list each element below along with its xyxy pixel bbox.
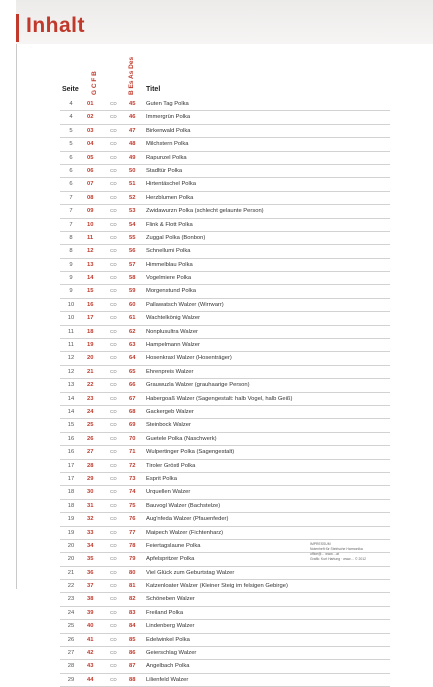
table-row (60, 98, 390, 111)
row-title: Lindenberg Walzer (146, 623, 195, 630)
row-title: Katzenloater Walzer (Kleiner Steig im felsigen Gebirge) (146, 583, 288, 590)
row-title: Hosenkraxl Walzer (Hosenträger) (146, 355, 232, 362)
table-row (60, 165, 390, 178)
row-title: Bauvogl Walzer (Bachstelze) (146, 502, 221, 509)
row-seite: 8 (69, 234, 73, 241)
row-bes-number: 76 (129, 516, 136, 523)
row-cd-marker: CD (110, 261, 117, 267)
row-bes-number: 63 (129, 342, 136, 349)
row-cd-marker: CD (110, 382, 117, 388)
row-bes-number: 55 (129, 234, 136, 241)
row-gcf-number: 21 (87, 368, 94, 375)
row-title: Milchstern Polka (146, 141, 189, 148)
row-title: Gackergeb Walzer (146, 408, 194, 415)
row-title: Pallawatsch Walzer (Wirrwarr) (146, 301, 224, 308)
row-seite: 22 (67, 583, 75, 590)
row-gcf-number: 02 (87, 114, 94, 121)
table-row (60, 647, 390, 660)
row-cd-marker: CD (110, 596, 117, 602)
row-gcf-number: 08 (87, 194, 94, 201)
row-bes-number: 69 (129, 422, 136, 429)
row-cd-marker: CD (110, 194, 117, 200)
table-row (60, 326, 390, 339)
table-row (60, 312, 390, 325)
row-bes-number: 49 (129, 154, 136, 161)
row-seite: 10 (67, 301, 75, 308)
table-row (60, 192, 390, 205)
row-cd-marker: CD (110, 301, 117, 307)
row-cd-marker: CD (110, 569, 117, 575)
row-seite: 19 (67, 516, 75, 523)
table-row (60, 245, 390, 258)
row-seite: 18 (67, 502, 75, 509)
row-seite: 19 (67, 529, 75, 536)
row-cd-marker: CD (110, 288, 117, 294)
row-bes-number: 60 (129, 301, 136, 308)
row-gcf-number: 04 (87, 141, 94, 148)
row-seite: 5 (69, 127, 73, 134)
row-cd-marker: CD (110, 609, 117, 615)
table-row (60, 660, 390, 673)
row-gcf-number: 18 (87, 328, 94, 335)
title-accent-bar (16, 14, 19, 42)
imprint-line: Grafik: Kurt Hartung · www.... © 2012 (310, 557, 367, 561)
row-seite: 16 (67, 449, 75, 456)
row-gcf-number: 03 (87, 127, 94, 134)
row-seite: 18 (67, 489, 75, 496)
row-gcf-number: 16 (87, 301, 94, 308)
row-seite: 6 (69, 181, 73, 188)
row-seite: 21 (67, 569, 75, 576)
row-title: Steinbock Walzer (146, 422, 191, 429)
row-seite: 26 (67, 636, 75, 643)
row-bes-number: 61 (129, 315, 136, 322)
row-title: Zwidawurzn Polka (schlecht gelaunte Person) (146, 208, 264, 215)
row-seite: 6 (69, 154, 73, 161)
row-seite: 27 (67, 650, 75, 657)
row-gcf-number: 20 (87, 355, 94, 362)
row-cd-marker: CD (110, 315, 117, 321)
row-cd-marker: CD (110, 542, 117, 548)
row-seite: 5 (69, 141, 73, 148)
row-bes-number: 62 (129, 328, 136, 335)
table-row (60, 473, 390, 486)
left-margin-rule (16, 44, 17, 589)
row-title: Viel Glück zum Geburtstag Walzer (146, 569, 235, 576)
row-cd-marker: CD (110, 101, 117, 106)
row-bes-number: 48 (129, 141, 136, 148)
row-gcf-number: 41 (87, 636, 94, 643)
row-gcf-number: 25 (87, 422, 94, 429)
imprint-line: office@... www....at (310, 552, 340, 556)
row-gcf-number: 06 (87, 167, 94, 174)
row-gcf-number: 17 (87, 315, 94, 322)
table-row (60, 674, 390, 687)
row-cd-marker: CD (110, 462, 117, 468)
row-gcf-number: 39 (87, 609, 94, 616)
row-seite: 9 (69, 261, 73, 268)
row-gcf-number: 12 (87, 248, 94, 255)
row-seite: 17 (67, 462, 75, 469)
row-cd-marker: CD (110, 355, 117, 361)
row-cd-marker: CD (110, 449, 117, 455)
row-bes-number: 45 (129, 101, 136, 107)
row-bes-number: 64 (129, 355, 136, 362)
row-seite: 8 (69, 248, 73, 255)
row-title: Urquellen Walzer (146, 489, 191, 496)
row-gcf-number: 31 (87, 502, 94, 509)
row-cd-marker: CD (110, 342, 117, 348)
row-bes-number: 78 (129, 542, 136, 549)
row-title: Hirtentäschel Polka (146, 181, 196, 188)
imprint (310, 542, 428, 562)
row-title: Flink & Flott Polka (146, 221, 193, 228)
row-cd-marker: CD (110, 234, 117, 240)
row-title: Apfelspritzer Polka (146, 556, 195, 563)
row-gcf-number: 01 (87, 101, 94, 107)
row-title: Stadltür Polka (146, 167, 183, 174)
row-bes-number: 51 (129, 181, 136, 188)
table-row (60, 111, 390, 124)
row-seite: 11 (67, 328, 75, 335)
row-title: Feiertagslaune Polka (146, 542, 201, 549)
row-bes-number: 46 (129, 114, 136, 121)
imprint-heading: IMPRESSUM (310, 542, 331, 546)
table-row (60, 125, 390, 138)
table-row (60, 205, 390, 218)
row-cd-marker: CD (110, 636, 117, 642)
contents-table (60, 98, 390, 687)
row-bes-number: 72 (129, 462, 136, 469)
table-row (60, 178, 390, 191)
row-gcf-number: 44 (87, 676, 94, 683)
table-row (60, 406, 390, 419)
row-title: Wachtelkönig Walzer (146, 315, 201, 322)
column-header-b-es-as-des: B Es As Des (128, 56, 135, 95)
table-row (60, 446, 390, 459)
row-title: Grauwuzla Walzer (grauhaarige Person) (146, 382, 250, 389)
row-seite: 9 (69, 275, 73, 282)
row-title: Zuggal Polka (Bonbon) (146, 234, 206, 241)
table-row (60, 232, 390, 245)
row-bes-number: 73 (129, 475, 136, 482)
row-bes-number: 74 (129, 489, 136, 496)
row-bes-number: 53 (129, 208, 136, 215)
row-gcf-number: 29 (87, 475, 94, 482)
row-seite: 11 (67, 342, 75, 349)
table-row (60, 567, 390, 580)
row-gcf-number: 37 (87, 583, 94, 590)
table-row (60, 393, 390, 406)
row-seite: 29 (67, 676, 75, 683)
table-row (60, 379, 390, 392)
row-cd-marker: CD (110, 556, 117, 562)
row-bes-number: 81 (129, 583, 136, 590)
row-gcf-number: 09 (87, 208, 94, 215)
row-cd-marker: CD (110, 395, 117, 401)
table-row (60, 366, 390, 379)
row-bes-number: 75 (129, 502, 136, 509)
row-seite: 9 (69, 288, 73, 295)
row-bes-number: 56 (129, 248, 136, 255)
row-gcf-number: 24 (87, 408, 94, 415)
row-bes-number: 88 (129, 676, 136, 683)
row-bes-number: 87 (129, 663, 136, 670)
row-gcf-number: 07 (87, 181, 94, 188)
row-gcf-number: 32 (87, 516, 94, 523)
row-title: Schnellumi Polka (146, 248, 191, 255)
row-bes-number: 58 (129, 275, 136, 282)
row-title: Vogelmiere Polka (146, 275, 192, 282)
row-cd-marker: CD (110, 154, 117, 160)
row-bes-number: 79 (129, 556, 136, 563)
column-header-gcfb: G C F B (91, 71, 98, 95)
table-row (60, 339, 390, 352)
row-title: Angelbach Polka (146, 663, 190, 670)
row-cd-marker: CD (110, 663, 117, 669)
row-title: Birkenwald Polka (146, 127, 191, 134)
row-seite: 4 (69, 101, 73, 107)
row-gcf-number: 33 (87, 529, 94, 536)
row-seite: 7 (69, 221, 73, 228)
table-row (60, 607, 390, 620)
row-gcf-number: 28 (87, 462, 94, 469)
row-gcf-number: 38 (87, 596, 94, 603)
row-seite: 25 (67, 623, 75, 630)
row-title: Morgenstund Polka (146, 288, 196, 295)
row-gcf-number: 19 (87, 342, 94, 349)
table-row (60, 634, 390, 647)
table-row (60, 593, 390, 606)
row-title: Wulpertinger Polka (Sagengestalt) (146, 449, 235, 456)
row-seite: 15 (67, 422, 75, 429)
row-cd-marker: CD (110, 529, 117, 535)
row-seite: 14 (67, 395, 75, 402)
table-row (60, 460, 390, 473)
row-cd-marker: CD (110, 127, 117, 133)
row-gcf-number: 23 (87, 395, 94, 402)
row-bes-number: 57 (129, 261, 136, 268)
table-row (60, 500, 390, 513)
table-row (60, 138, 390, 151)
row-bes-number: 68 (129, 408, 136, 415)
row-title: Rapunzel Polka (146, 154, 187, 161)
column-header-seite: Seite (62, 86, 79, 93)
imprint-line: Notenheft für Steirische Harmonika (310, 547, 363, 551)
row-seite: 17 (67, 475, 75, 482)
row-gcf-number: 11 (87, 234, 94, 241)
row-bes-number: 84 (129, 623, 136, 630)
row-gcf-number: 40 (87, 623, 94, 630)
row-cd-marker: CD (110, 676, 117, 682)
row-cd-marker: CD (110, 328, 117, 334)
row-gcf-number: 15 (87, 288, 94, 295)
row-seite: 6 (69, 167, 73, 174)
table-row (60, 259, 390, 272)
row-title: Immergrün Polka (146, 114, 191, 121)
row-cd-marker: CD (110, 114, 117, 120)
row-gcf-number: 30 (87, 489, 94, 496)
row-bes-number: 50 (129, 167, 136, 174)
row-bes-number: 86 (129, 650, 136, 657)
row-gcf-number: 34 (87, 542, 94, 549)
row-seite: 7 (69, 208, 73, 215)
row-bes-number: 70 (129, 435, 136, 442)
row-title: Maipech Walzer (Fichtenharz) (146, 529, 224, 536)
row-gcf-number: 43 (87, 663, 94, 670)
row-seite: 12 (67, 368, 75, 375)
table-row (60, 580, 390, 593)
row-title: Geierschlag Walzer (146, 650, 197, 657)
row-title: Hampelmann Walzer (146, 342, 200, 349)
column-header-titel: Titel (146, 86, 161, 93)
row-seite: 7 (69, 194, 73, 201)
row-bes-number: 66 (129, 382, 136, 389)
row-bes-number: 85 (129, 636, 136, 643)
row-title: Lilienfeld Walzer (146, 676, 189, 683)
table-row (60, 486, 390, 499)
row-bes-number: 77 (129, 529, 136, 536)
row-gcf-number: 05 (87, 154, 94, 161)
row-cd-marker: CD (110, 516, 117, 522)
row-bes-number: 80 (129, 569, 136, 576)
row-seite: 23 (67, 596, 75, 603)
table-row (60, 433, 390, 446)
row-seite: 20 (67, 542, 75, 549)
row-seite: 4 (69, 114, 73, 121)
row-bes-number: 59 (129, 288, 136, 295)
row-title: Freiland Polka (146, 609, 184, 616)
row-cd-marker: CD (110, 435, 117, 441)
row-seite: 13 (67, 382, 75, 389)
row-gcf-number: 26 (87, 435, 94, 442)
row-title: Esprit Polka (146, 475, 177, 482)
row-bes-number: 52 (129, 194, 136, 201)
row-title: Tiroler Gröstl Polka (146, 462, 196, 469)
table-row (60, 299, 390, 312)
table-row (60, 352, 390, 365)
row-gcf-number: 42 (87, 650, 94, 657)
row-cd-marker: CD (110, 583, 117, 589)
row-gcf-number: 14 (87, 275, 94, 282)
row-gcf-number: 36 (87, 569, 94, 576)
row-bes-number: 71 (129, 449, 136, 456)
row-seite: 24 (67, 609, 75, 616)
row-cd-marker: CD (110, 408, 117, 414)
page-title: Inhalt (26, 14, 85, 37)
row-gcf-number: 35 (87, 556, 94, 563)
row-cd-marker: CD (110, 208, 117, 214)
row-cd-marker: CD (110, 475, 117, 481)
row-cd-marker: CD (110, 167, 117, 173)
row-gcf-number: 22 (87, 382, 94, 389)
table-row (60, 419, 390, 432)
row-cd-marker: CD (110, 141, 117, 147)
row-title: Nonplusultra Walzer (146, 328, 198, 335)
row-title: Guetele Polka (Naschwerk) (146, 435, 217, 442)
row-bes-number: 82 (129, 596, 136, 603)
row-cd-marker: CD (110, 181, 117, 187)
table-row (60, 272, 390, 285)
row-seite: 12 (67, 355, 75, 362)
table-row (60, 152, 390, 165)
row-seite: 28 (67, 663, 75, 670)
row-title: Guten Tag Polka (146, 101, 189, 107)
row-cd-marker: CD (110, 623, 117, 629)
row-bes-number: 83 (129, 609, 136, 616)
row-gcf-number: 27 (87, 449, 94, 456)
row-seite: 14 (67, 408, 75, 415)
row-title: Edelwinkel Polka (146, 636, 190, 643)
row-cd-marker: CD (110, 650, 117, 656)
table-row (60, 620, 390, 633)
row-cd-marker: CD (110, 275, 117, 281)
row-cd-marker: CD (110, 489, 117, 495)
row-cd-marker: CD (110, 422, 117, 428)
row-gcf-number: 10 (87, 221, 94, 228)
row-bes-number: 65 (129, 368, 136, 375)
table-row (60, 219, 390, 232)
row-title: Ehrenpreis Walzer (146, 368, 194, 375)
row-bes-number: 47 (129, 127, 136, 134)
table-row (60, 513, 390, 526)
row-seite: 20 (67, 556, 75, 563)
row-bes-number: 67 (129, 395, 136, 402)
row-cd-marker: CD (110, 221, 117, 227)
row-cd-marker: CD (110, 248, 117, 254)
table-row (60, 285, 390, 298)
row-title: Schöneben Walzer (146, 596, 195, 603)
row-gcf-number: 13 (87, 261, 94, 268)
row-seite: 10 (67, 315, 75, 322)
row-cd-marker: CD (110, 502, 117, 508)
row-bes-number: 54 (129, 221, 136, 228)
row-title: Herzblumen Polka (146, 194, 194, 201)
table-row (60, 527, 390, 540)
row-seite: 16 (67, 435, 75, 442)
row-title: Aug'nfeda Walzer (Pfauenfeder) (146, 516, 229, 523)
row-title: Habergoaß Walzer (Sagengestalt: halb Vogel, halb Geiß) (146, 395, 293, 402)
row-title: Himmelblau Polka (146, 261, 193, 268)
row-cd-marker: CD (110, 368, 117, 374)
